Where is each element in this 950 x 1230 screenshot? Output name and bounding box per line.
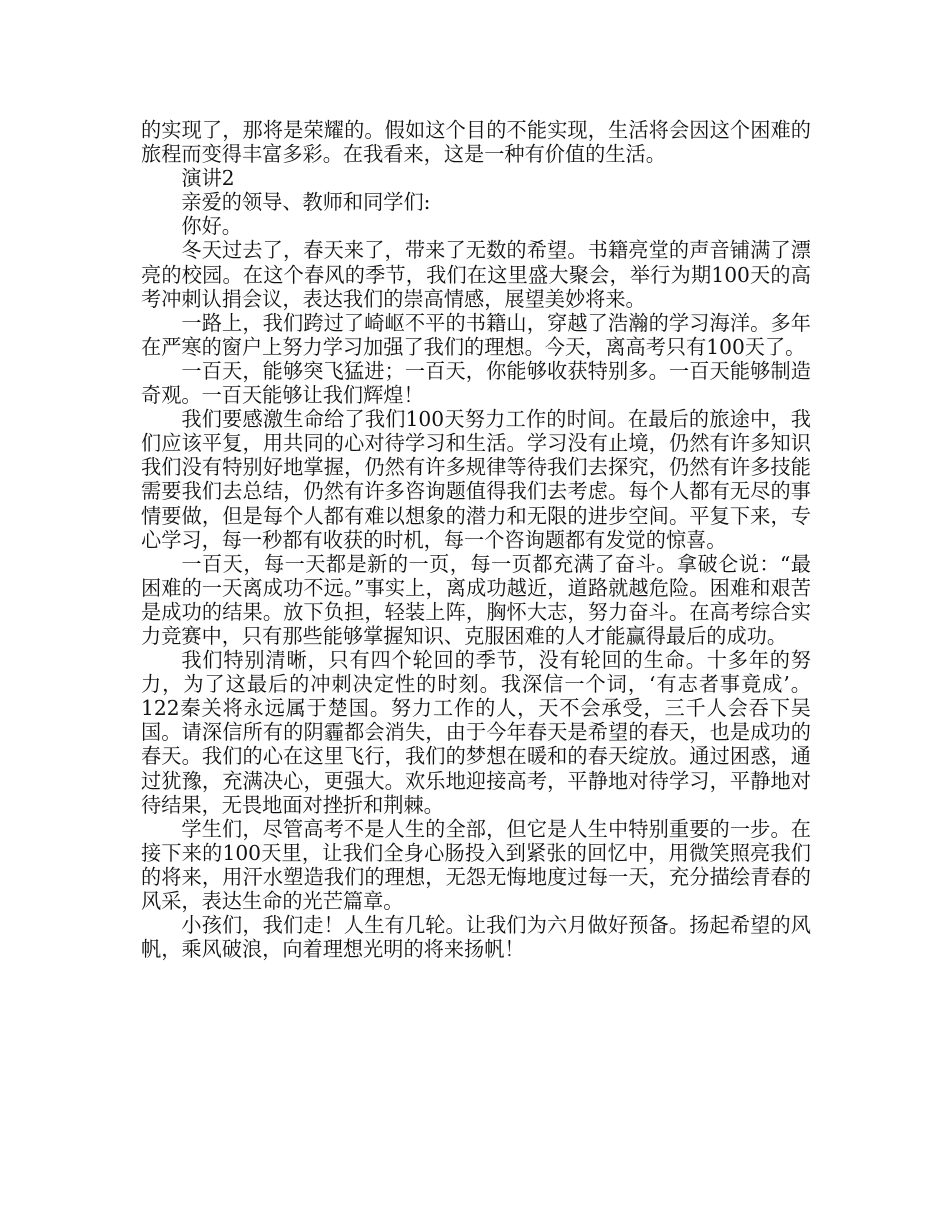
paragraph: 我们特别清晰，只有四个轮回的季节，没有轮回的生命。十多年的努力，为了这最后的冲刺决定性的时刻。我深信一个词，‘有志者事竟成’。122秦关将永远属于楚国。努力工作的人，天不会承受，三千人会吞下吴国。请深信所有的阴霾都会消失，由于今年春天是希望的春天，也是成功的春天。我们的心在这里飞行，我们的梦想在暖和的春天绽放。通过困惑，通过犹豫，充满决心，更强大。欢乐地迎接高考，平静地对待学习，平静地对待结果，无畏地面对挫折和荆棘。 (141, 648, 811, 817)
paragraph: 一路上，我们跨过了崎岖不平的书籍山，穿越了浩瀚的学习海洋。多年在严寒的窗户上努力学习加强了我们的理想。今天，离高考只有100天了。 (141, 310, 811, 359)
greeting: 你好。 (181, 214, 242, 239)
document-body (141, 118, 811, 961)
paragraph: 学生们，尽管高考不是人生的全部，但它是人生中特别重要的一步。在接下来的100天里，让我们全身心肠投入到紧张的回忆中，用微笑照亮我们的将来，用汗水塑造我们的理想，无怨无悔地度过每一天，充分描绘青春的风采，表达生命的光芒篇章。 (141, 816, 811, 913)
paragraph: 一百天，每一天都是新的一页，每一页都充满了奋斗。拿破仑说：“最困难的一天离成功不远。”事实上，离成功越近，道路就越危险。困难和艰苦是成功的结果。放下负担，轻装上阵，胸怀大志，努力奋斗。在高考综合实力竞赛中，只有那些能够掌握知识、克服困难的人才能赢得最后的成功。 (141, 551, 811, 648)
paragraph: 冬天过去了，春天来了，带来了无数的希望。书籍亮堂的声音铺满了漂亮的校园。在这个春风的季节，我们在这里盛大聚会，举行为期100天的高考冲刺认捐会议，表达我们的崇高情感，展望美妙将来。 (141, 238, 811, 311)
paragraph: 一百天，能够突飞猛进；一百天，你能够收获特别多。一百天能够制造奇观。一百天能够让我们辉煌！ (141, 358, 811, 408)
salutation: 亲爱的领导、教师和同学们: (181, 190, 431, 215)
closing-paragraph: 小孩们，我们走！人生有几轮。让我们为六月做好预备。扬起希望的风帆，乘风破浪，向着理想光明的将来扬帆！ (141, 913, 811, 962)
paragraph-continuation: 的实现了，那将是荣耀的。假如这个目的不能实现，生活将会因这个困难的旅程而变得丰富多彩。在我看来，这是一种有价值的生活。 (141, 118, 811, 167)
paragraph: 我们要感激生命给了我们100天努力工作的时间。在最后的旅途中，我们应该平复，用共同的心对待学习和生活。学习没有止境，仍然有许多知识我们没有特别好地掌握，仍然有许多规律等待我们去探究，仍然有许多技能需要我们去总结，仍然有许多咨询题值得我们去考虑。每个人都有无尽的事情要做，但是每个人都有难以想象的潜力和无限的进步空间。平复下来，专心学习，每一秒都有收获的时机，每一个咨询题都有发觉的惊喜。 (141, 407, 811, 552)
speech-heading: 演讲2 (181, 166, 235, 191)
